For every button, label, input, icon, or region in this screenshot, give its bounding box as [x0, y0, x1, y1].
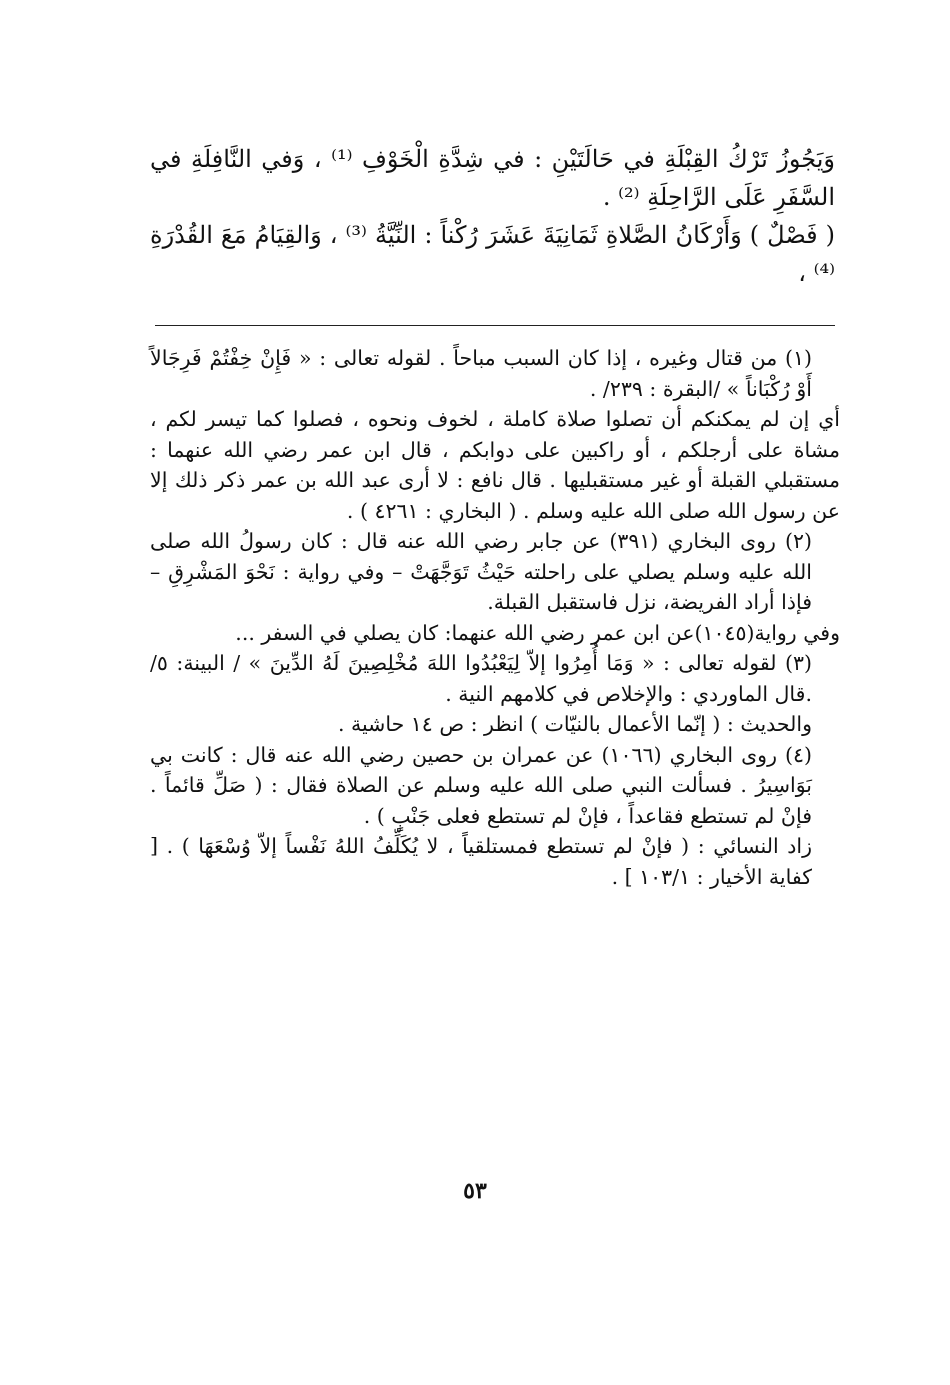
footnotes: [150, 343, 840, 892]
footnote-divider: [155, 325, 835, 326]
footnote-3: (٣) لقوله تعالى : « وَمَا أُمِرُوا إلاّ لِيَعْبُدُوا اللهَ مُخْلِصِينَ لَهُ الدِّينَ » / البينة: ٥/ .قال الماوردي : والإخلاص في كلامهم النية .: [150, 651, 812, 706]
footnote-4: (٤) روى البخاري (١٠٦٦) عن عمران بن حصين رضي الله عنه قال : كانت بي بَوَاسِيرُ . فسألت النبي صلى الله عليه وسلم عن الصلاة فقال : ( صَلِّ قائماً . فإنْ لم تستطع فقاعداً ، فإنْ لم تستطع فعلى جَنْبٍ ) .: [150, 742, 812, 828]
footnote-1: (١) من قتال وغيره ، إذا كان السبب مباحاً . لقوله تعالى : « فَإِنْ خِفْتُمْ فَرِجَالاً أَوْ رُكْبَاناً » /البقرة : ٢٣٩/ .: [150, 346, 812, 401]
footnote-1-continued: أي إن لم يمكنكم أن تصلوا صلاة كاملة ، لخوف ونحوه ، فصلوا كما تيسر لكم ، مشاة على أرجلكم ، أو راكبين على دوابكم ، قال ابن عمر رضي الله عنهما : مستقبلي القبلة أو غير مستقبليها . قال نافع : لا أرى عبد الله بن عمر ذكر ذلك إلا عن رسول الله صلى الله عليه وسلم . ( البخاري : ٤٢٦١ ) .: [150, 407, 840, 523]
footnote-2-continued: وفي رواية(١٠٤٥)عن ابن عمر رضي الله عنهما: كان يصلي في السفر ...: [235, 620, 840, 645]
main-text: [150, 140, 835, 292]
footnote-4-continued: زاد النسائي : ( فإنْ لم تستطع فمستلقياً ، لا يُكَلِّفُ اللهُ نَفْساً إلاّ وُسْعَهَا ) . [ كفاية الأخيار : ١٠٣/١ ] .: [150, 834, 812, 889]
main-paragraph: وَيَجُوزُ تَرْكُ القِبْلَةِ في حَالَتَيْنِ : في شِدَّةِ الْخَوْفِ ⁽¹⁾ ، وَفي النَّافِلَةِ في السَّفَرِ عَلَى الرَّاحِلَةِ ⁽²⁾ .: [150, 145, 835, 211]
footnote-2: (٢) روى البخاري (٣٩١) عن جابر رضي الله عنه قال : كان رسولُ الله صلى الله عليه وسلم يصلي على راحلته حَيْثُ تَوَجَّهَتْ – وفي رواية : نَحْوَ المَشْرِقِ – فإذا أراد الفريضة، نزل فاستقبل القبلة.: [150, 529, 812, 614]
footnote-3-continued: والحديث : ( إنّما الأعمال بالنيّات ) انظر : ص ١٤ حاشية .: [337, 712, 812, 736]
main-paragraph: ( فَصْلٌ ) وَأَرْكَانُ الصَّلاةِ ثَمَانِيَةَ عَشَرَ رُكْناً : النِّيَّةُ ⁽³⁾ ، وَالقِيَامُ مَعَ القُدْرَةِ ⁽⁴⁾ ،: [150, 221, 835, 287]
page-number: ٥٣: [463, 1178, 487, 1204]
